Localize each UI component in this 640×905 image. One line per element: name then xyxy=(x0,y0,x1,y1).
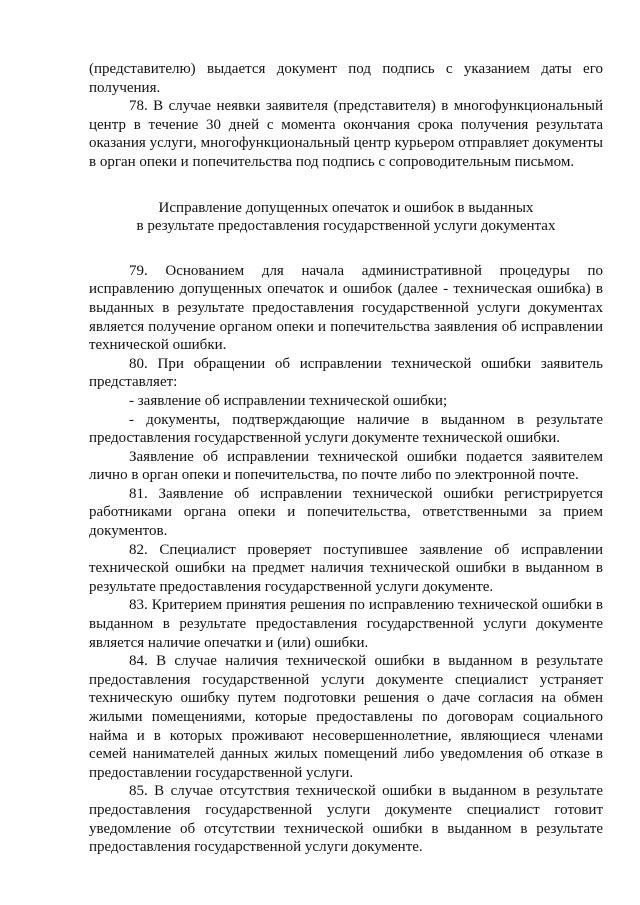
section-heading xyxy=(89,172,603,262)
list-item-documents: - документы, подтверждающие наличие в выданном в результате предоставления государственной услуги документе технической ошибки. xyxy=(89,411,603,447)
paragraph-81: 81. Заявление об исправлении технической ошибки регистрируется работниками органа опеки и попечительства, ответственными за прием документов. xyxy=(89,485,603,540)
paragraph-84: 84. В случае наличия технической ошибки в выданном в результате предоставления государственной услуги документе специалист устраняет техническую ошибку путем подготовки решения о даче согласия на обмен жилыми помещениями, которые предоставлены по договорам социального найма и в которых проживают несовершеннолетние, являющиеся членами семей нанимателей данных жилых помещений либо уведомления об отказе в предоставлении государственной услуги. xyxy=(89,653,603,781)
paragraph-continuation: (представителю) выдается документ под подпись с указанием даты его получения. xyxy=(89,61,603,96)
paragraph-80: 80. При обращении об исправлении технической ошибки заявитель представляет: xyxy=(89,355,603,391)
paragraph-83: 83. Критерием принятия решения по исправлению технической ошибки в выданном в результате предоставления государственной услуги документе является наличие опечатки и (или) ошибки. xyxy=(89,597,603,651)
paragraph-79: 79. Основанием для начала административной процедуры по исправлению допущенных опечаток и ошибок (далее - техническая ошибка) в выданных в результате предоставления государственной услуги документах является получение органом опеки и попечительства заявления об исправлении технической ошибки. xyxy=(89,262,603,354)
paragraph-78: 78. В случае неявки заявителя (представителя) в многофункциональный центр в течение 30 дней с момента окончания срока получения результата оказания услуги, многофункциональный центр курьером отправляет документы в орган опеки и попечительства под подпись с сопроводительным письмом. xyxy=(89,98,603,170)
document-page xyxy=(89,60,603,857)
paragraph-82: 82. Специалист проверяет поступившее заявление об исправлении технической ошибки на предмет наличия технической ошибки в выданном в результате предоставления государственной услуги документе. xyxy=(89,541,603,595)
section-heading-line-1: Исправление допущенных опечаток и ошибок в выданных xyxy=(158,199,534,216)
section-heading-line-2: в результате предоставления государственной услуги документах xyxy=(136,218,556,235)
paragraph-85: 85. В случае отсутствия технической ошибки в выданном в результате предоставления государственной услуги документе специалист готовит уведомление об отсутствии технической ошибки в выданном в результате предоставления государственной услуги документе. xyxy=(89,783,603,856)
list-item-application: - заявление об исправлении технической ошибки; xyxy=(129,392,448,409)
paragraph-submission: Заявление об исправлении технической ошибки подается заявителем лично в орган опеки и попечительства, по почте либо по электронной почте. xyxy=(89,448,603,484)
